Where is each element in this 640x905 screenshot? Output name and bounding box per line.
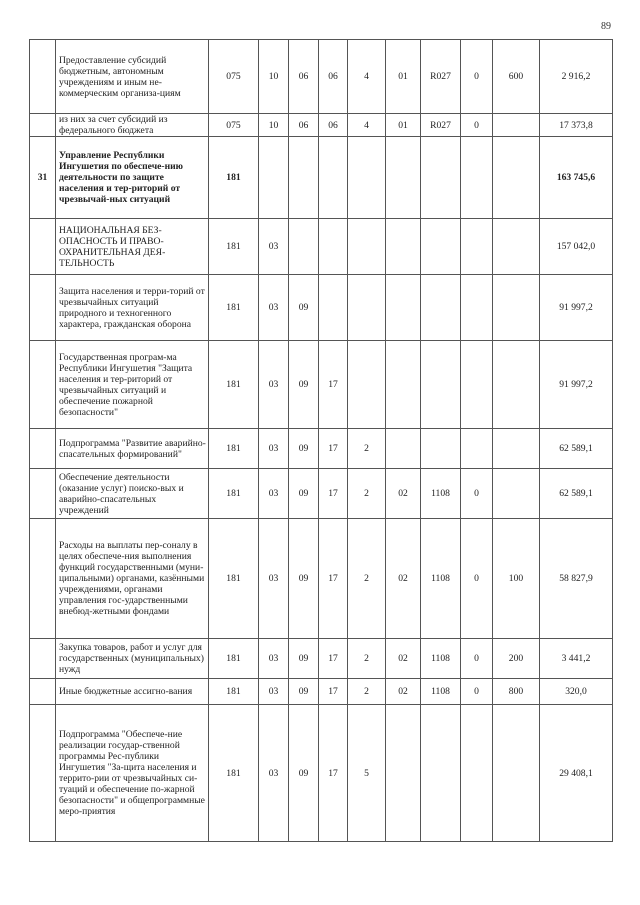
amount-value: 91 997,2	[540, 275, 613, 341]
program-code: 17	[319, 519, 348, 639]
direction-code	[421, 341, 461, 429]
program-code: 17	[319, 639, 348, 679]
extra-code	[461, 429, 493, 469]
extra-code: 0	[461, 679, 493, 705]
program-code: 17	[319, 341, 348, 429]
amount-value: 163 745,6	[540, 137, 613, 219]
event-code	[386, 429, 421, 469]
section-code	[259, 137, 289, 219]
table-row	[30, 639, 613, 679]
program-code	[319, 275, 348, 341]
amount-value: 17 373,8	[540, 114, 613, 137]
expense-type-code	[493, 114, 540, 137]
program-code: 06	[319, 40, 348, 114]
subsection-code	[289, 219, 319, 275]
section-code: 03	[259, 275, 289, 341]
expense-type-code	[493, 275, 540, 341]
expense-type-code	[493, 341, 540, 429]
table-row	[30, 679, 613, 705]
table-row	[30, 219, 613, 275]
amount-value: 29 408,1	[540, 705, 613, 842]
expense-type-code: 800	[493, 679, 540, 705]
table-row	[30, 137, 613, 219]
item-name: Защита населения и терри-торий от чрезвычайных ситуаций природного и техногенного характера, гражданская оборона	[56, 275, 209, 341]
program-code	[319, 137, 348, 219]
row-number	[30, 519, 56, 639]
subprogram-code: 2	[348, 469, 386, 519]
extra-code	[461, 219, 493, 275]
table-row	[30, 469, 613, 519]
direction-code	[421, 705, 461, 842]
expense-type-code	[493, 705, 540, 842]
row-number	[30, 469, 56, 519]
direction-code	[421, 219, 461, 275]
section-code: 03	[259, 469, 289, 519]
event-code: 02	[386, 679, 421, 705]
program-code	[319, 219, 348, 275]
item-name: Подпрограмма "Обеспече-ние реализации государ-ственной программы Рес-публики Ингушетия "За-щита населения и террито-рии от чрезвычайных си-туаций и обеспечение по-жарной безопасности" и общепрограммные меро-приятия	[56, 705, 209, 842]
amount-value: 3 441,2	[540, 639, 613, 679]
direction-code: 1108	[421, 519, 461, 639]
direction-code: 1108	[421, 679, 461, 705]
expense-type-code	[493, 219, 540, 275]
section-code: 10	[259, 40, 289, 114]
section-code: 03	[259, 219, 289, 275]
amount-value: 62 589,1	[540, 429, 613, 469]
expense-type-code: 100	[493, 519, 540, 639]
item-name: Закупка товаров, работ и услуг для государственных (муниципальных) нужд	[56, 639, 209, 679]
ministry-code: 181	[209, 275, 259, 341]
item-name: Подпрограмма "Развитие аварийно-спасательных формирований"	[56, 429, 209, 469]
row-number	[30, 429, 56, 469]
row-number	[30, 219, 56, 275]
ministry-code: 181	[209, 469, 259, 519]
subsection-code: 09	[289, 519, 319, 639]
subprogram-code	[348, 137, 386, 219]
ministry-code: 181	[209, 219, 259, 275]
ministry-code: 075	[209, 40, 259, 114]
item-name: Управление Республики Ингушетия по обеспече-нию деятельности по защите населения и тер-риторий от чрезвычай-ных ситуаций	[56, 137, 209, 219]
subsection-code: 09	[289, 341, 319, 429]
event-code: 02	[386, 469, 421, 519]
ministry-code: 181	[209, 705, 259, 842]
event-code	[386, 219, 421, 275]
extra-code: 0	[461, 469, 493, 519]
program-code: 17	[319, 679, 348, 705]
expense-type-code	[493, 469, 540, 519]
subprogram-code: 4	[348, 114, 386, 137]
item-name: из них за счет субсидий из федерального бюджета	[56, 114, 209, 137]
item-name: Обеспечение деятельности (оказание услуг) поиско-вых и аварийно-спасательных учреждений	[56, 469, 209, 519]
subsection-code: 09	[289, 469, 319, 519]
direction-code: 1108	[421, 639, 461, 679]
subsection-code: 06	[289, 40, 319, 114]
subprogram-code: 2	[348, 519, 386, 639]
row-number	[30, 639, 56, 679]
table-row	[30, 40, 613, 114]
section-code: 03	[259, 705, 289, 842]
ministry-code: 181	[209, 341, 259, 429]
program-code: 17	[319, 429, 348, 469]
event-code: 02	[386, 639, 421, 679]
row-number	[30, 679, 56, 705]
direction-code: R027	[421, 114, 461, 137]
subprogram-code	[348, 341, 386, 429]
row-number	[30, 40, 56, 114]
ministry-code: 181	[209, 137, 259, 219]
event-code	[386, 705, 421, 842]
amount-value: 91 997,2	[540, 341, 613, 429]
ministry-code: 181	[209, 519, 259, 639]
extra-code: 0	[461, 639, 493, 679]
ministry-code: 181	[209, 639, 259, 679]
row-number	[30, 705, 56, 842]
event-code: 01	[386, 114, 421, 137]
direction-code	[421, 275, 461, 341]
extra-code	[461, 137, 493, 219]
extra-code: 0	[461, 114, 493, 137]
event-code	[386, 341, 421, 429]
section-code: 03	[259, 679, 289, 705]
ministry-code: 181	[209, 679, 259, 705]
subsection-code: 09	[289, 429, 319, 469]
item-name: НАЦИОНАЛЬНАЯ БЕЗ-ОПАСНОСТЬ И ПРАВО-ОХРАНИТЕЛЬНАЯ ДЕЯ-ТЕЛЬНОСТЬ	[56, 219, 209, 275]
item-name: Предоставление субсидий бюджетным, автономным учреждениям и иным не-коммерческим организа-циям	[56, 40, 209, 114]
row-number	[30, 275, 56, 341]
subsection-code	[289, 137, 319, 219]
program-code: 06	[319, 114, 348, 137]
subprogram-code	[348, 219, 386, 275]
program-code: 17	[319, 705, 348, 842]
subprogram-code	[348, 275, 386, 341]
row-number: 31	[30, 137, 56, 219]
subprogram-code: 5	[348, 705, 386, 842]
direction-code: 1108	[421, 469, 461, 519]
ministry-code: 075	[209, 114, 259, 137]
extra-code	[461, 275, 493, 341]
row-number	[30, 341, 56, 429]
subsection-code: 09	[289, 275, 319, 341]
page-number: 89	[601, 21, 611, 32]
expense-type-code	[493, 137, 540, 219]
program-code: 17	[319, 469, 348, 519]
subprogram-code: 2	[348, 429, 386, 469]
table-row	[30, 429, 613, 469]
subsection-code: 09	[289, 705, 319, 842]
expense-type-code	[493, 429, 540, 469]
event-code	[386, 275, 421, 341]
extra-code: 0	[461, 519, 493, 639]
direction-code	[421, 137, 461, 219]
item-name: Государственная програм-ма Республики Ингушетия "Защита населения и тер-риторий от чрезвычайных ситуаций и обеспечение пожарной безопасности"	[56, 341, 209, 429]
budget-table	[29, 39, 613, 842]
section-code: 03	[259, 429, 289, 469]
subprogram-code: 2	[348, 679, 386, 705]
ministry-code: 181	[209, 429, 259, 469]
amount-value: 320,0	[540, 679, 613, 705]
extra-code: 0	[461, 40, 493, 114]
subsection-code: 09	[289, 639, 319, 679]
event-code: 02	[386, 519, 421, 639]
event-code	[386, 137, 421, 219]
subprogram-code: 2	[348, 639, 386, 679]
direction-code: R027	[421, 40, 461, 114]
subprogram-code: 4	[348, 40, 386, 114]
item-name: Расходы на выплаты пер-соналу в целях обеспече-ния выполнения функций государственными (муни-ципальными) органами, казёнными учреждениями, органами управления гос-ударственными внебюд-жетными фондами	[56, 519, 209, 639]
event-code: 01	[386, 40, 421, 114]
section-code: 10	[259, 114, 289, 137]
table-row	[30, 519, 613, 639]
expense-type-code: 200	[493, 639, 540, 679]
amount-value: 58 827,9	[540, 519, 613, 639]
section-code: 03	[259, 519, 289, 639]
amount-value: 2 916,2	[540, 40, 613, 114]
amount-value: 62 589,1	[540, 469, 613, 519]
direction-code	[421, 429, 461, 469]
extra-code	[461, 705, 493, 842]
item-name: Иные бюджетные ассигно-вания	[56, 679, 209, 705]
row-number	[30, 114, 56, 137]
subsection-code: 09	[289, 679, 319, 705]
table-row	[30, 275, 613, 341]
table-row	[30, 114, 613, 137]
subsection-code: 06	[289, 114, 319, 137]
amount-value: 157 042,0	[540, 219, 613, 275]
table-row	[30, 705, 613, 842]
expense-type-code: 600	[493, 40, 540, 114]
extra-code	[461, 341, 493, 429]
table-row	[30, 341, 613, 429]
section-code: 03	[259, 341, 289, 429]
section-code: 03	[259, 639, 289, 679]
